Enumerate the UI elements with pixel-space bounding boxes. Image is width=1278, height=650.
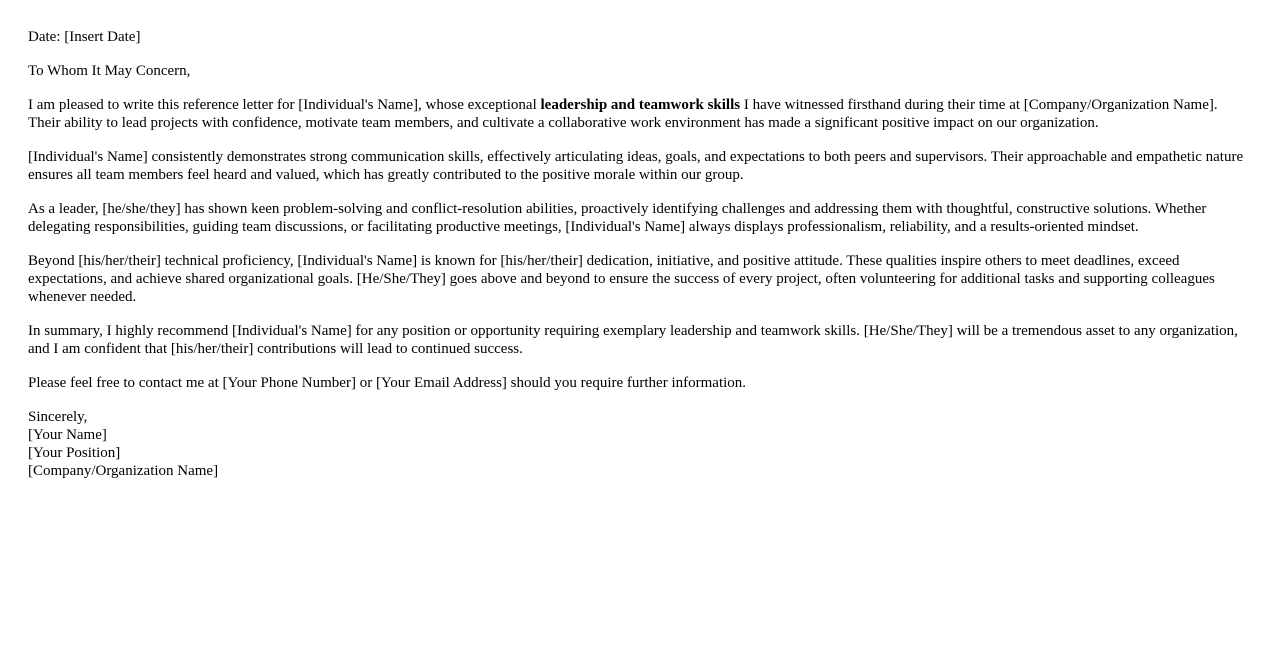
intro-text-before: I am pleased to write this reference letter for [Individual's Name], whose exceptional xyxy=(28,97,541,113)
letter-paragraph-intro xyxy=(28,96,1253,132)
signoff-position: [Your Position] xyxy=(28,445,121,461)
signoff-name: [Your Name] xyxy=(28,427,107,443)
letter-contact: Please feel free to contact me at [Your Phone Number] or [Your Email Address] should you require further information. xyxy=(28,375,747,391)
letter-paragraph-summary: In summary, I highly recommend [Individual's Name] for any position or opportunity requiring exemplary leadership and teamwork skills. [He/She/They] will be a tremendous asset to any organization, and I am confident that [his/her/their] contributions will lead to continued success. xyxy=(28,323,1238,357)
intro-text-after: I have witnessed firsthand during their time at [Company/Organization Name]. Their ability to lead projects with confidence, motivate team members, and cultivate a collaborative work environment has made a significant positive impact on our organization. xyxy=(28,97,1218,131)
signoff-organization: [Company/Organization Name] xyxy=(28,463,219,479)
letter-salutation: To Whom It May Concern, xyxy=(28,63,191,79)
letter-date: Date: [Insert Date] xyxy=(28,29,141,45)
letter-signoff xyxy=(28,408,1253,480)
intro-bold-skills: leadership and teamwork skills xyxy=(540,97,741,113)
reference-letter xyxy=(28,28,1253,480)
letter-paragraph-communication: [Individual's Name] consistently demonstrates strong communication skills, effectively articulating ideas, goals, and expectations to both peers and supervisors. Their approachable and empathetic nature ensures all team members feel heard and valued, which has greatly contributed to the positive morale within our group. xyxy=(28,149,1244,183)
letter-paragraph-leadership: As a leader, [he/she/they] has shown keen problem-solving and conflict-resolution abilities, proactively identifying challenges and addressing them with thoughtful, constructive solutions. Whether delegating responsibilities, guiding team discussions, or facilitating productive meetings, [Individual's Name] always displays professionalism, reliability, and a results-oriented mindset. xyxy=(28,201,1207,235)
letter-paragraph-dedication: Beyond [his/her/their] technical proficiency, [Individual's Name] is known for [his/her/their] dedication, initiative, and positive attitude. These qualities inspire others to meet deadlines, exceed expectations, and achieve shared organizational goals. [He/She/They] goes above and beyond to ensure the success of every project, often volunteering for additional tasks and supporting colleagues whenever needed. xyxy=(28,253,1215,305)
signoff-closing: Sincerely, xyxy=(28,409,88,425)
